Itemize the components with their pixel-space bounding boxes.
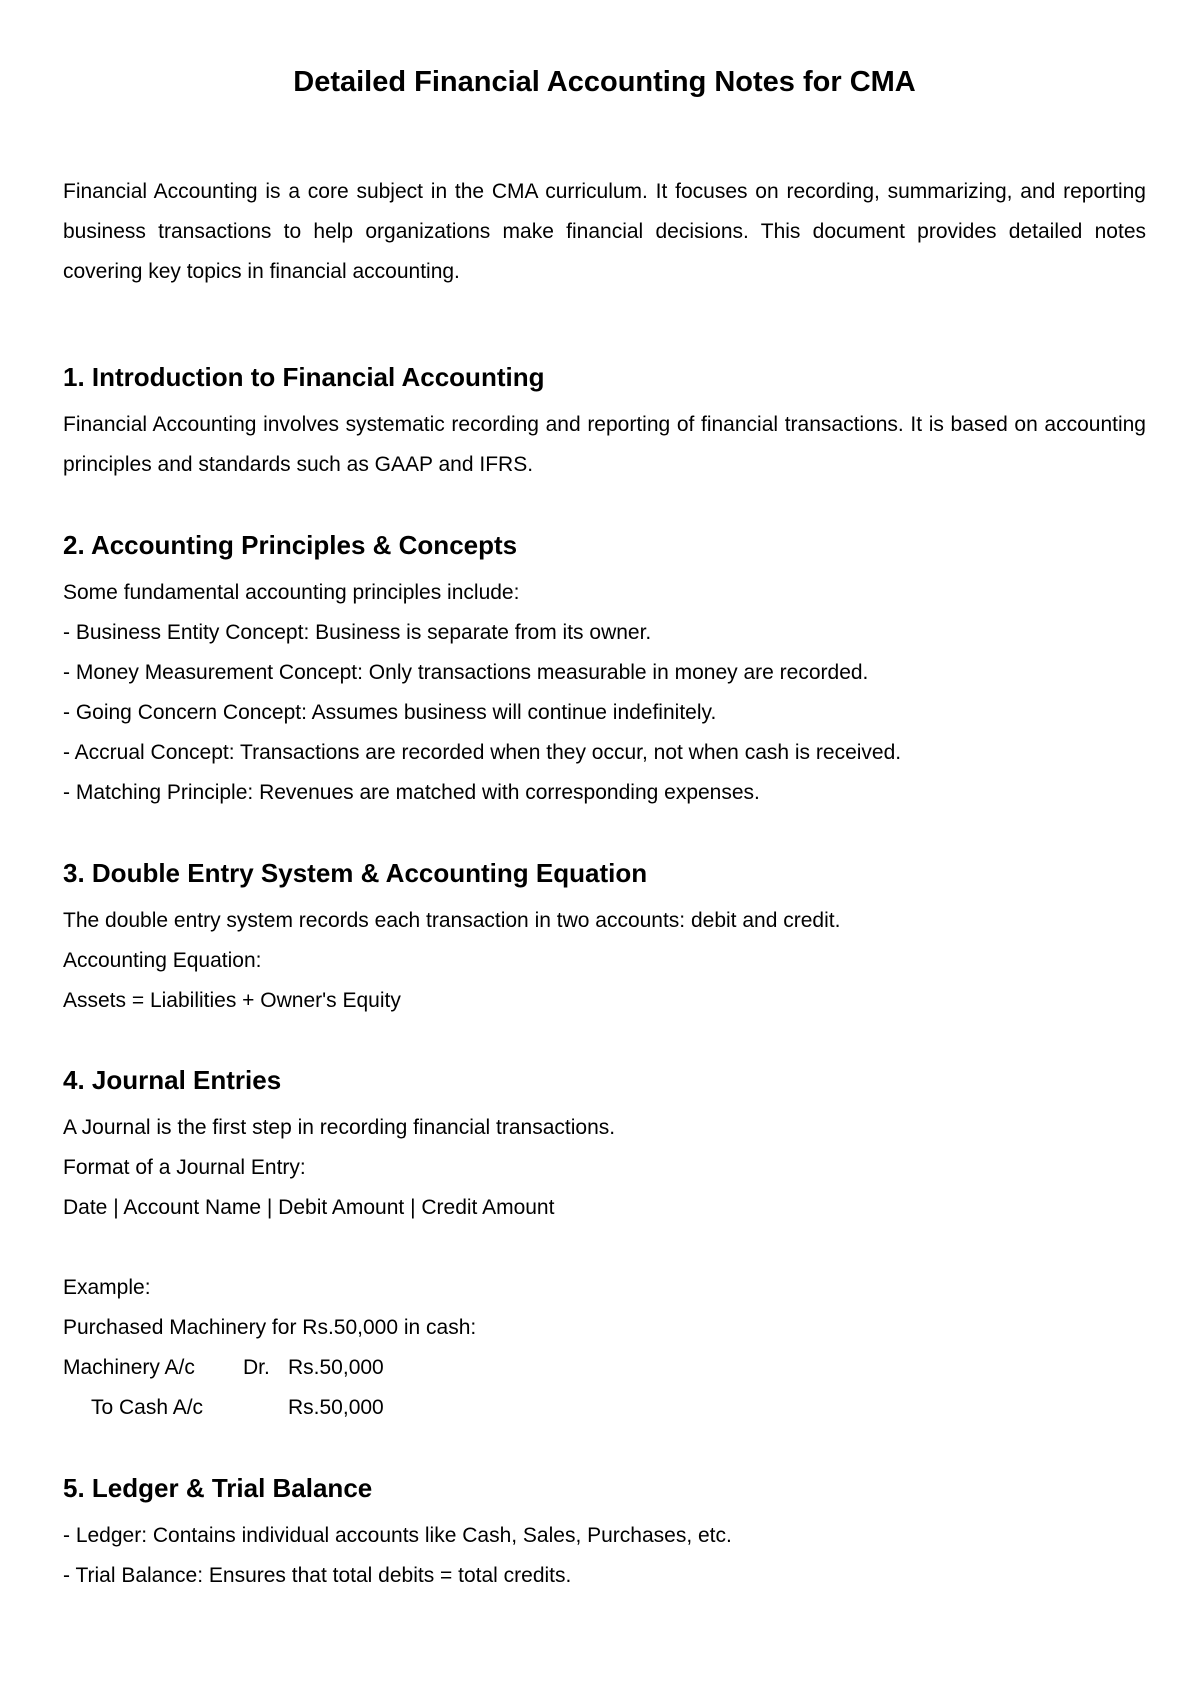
section-heading: 5. Ledger & Trial Balance <box>63 1473 373 1503</box>
list-item: - Trial Balance: Ensures that total debits = total credits. <box>63 1564 572 1587</box>
journal-credit-line <box>63 1388 1146 1428</box>
debit-account: Machinery A/c <box>63 1356 195 1379</box>
list-item: - Accrual Concept: Transactions are recorded when they occur, not when cash is received. <box>63 741 902 764</box>
text-line: The double entry system records each transaction in two accounts: debit and credit. <box>63 909 841 932</box>
accounting-equation: Assets = Liabilities + Owner's Equity <box>63 989 401 1012</box>
document-title: Detailed Financial Accounting Notes for CMA <box>293 66 916 98</box>
section-introduction <box>63 359 1146 485</box>
journal-debit-line <box>63 1348 1146 1388</box>
intro-paragraph: Financial Accounting is a core subject in the CMA curriculum. It focuses on recording, summarizing, and reporting business transactions to help organizations make financial decisions. This document provides detailed notes covering key topics in financial accounting. <box>63 180 1146 283</box>
text-line: Format of a Journal Entry: <box>63 1156 306 1179</box>
credit-account: To Cash A/c <box>91 1396 204 1419</box>
section-double-entry <box>63 855 1146 1021</box>
section-journal-entries <box>63 1062 1146 1428</box>
credit-amount: Rs.50,000 <box>288 1396 384 1419</box>
debit-marker: Dr. <box>243 1356 270 1379</box>
journal-format: Date | Account Name | Debit Amount | Credit Amount <box>63 1196 555 1219</box>
example-description: Purchased Machinery for Rs.50,000 in cash: <box>63 1316 477 1339</box>
example-label: Example: <box>63 1276 151 1299</box>
section-heading: 4. Journal Entries <box>63 1065 282 1095</box>
spacer <box>63 1228 1146 1268</box>
section-heading: 3. Double Entry System & Accounting Equation <box>63 858 648 888</box>
debit-amount: Rs.50,000 <box>288 1356 384 1379</box>
text-line: Accounting Equation: <box>63 949 262 972</box>
list-item: - Money Measurement Concept: Only transactions measurable in money are recorded. <box>63 661 869 684</box>
text-line: A Journal is the first step in recording financial transactions. <box>63 1116 616 1139</box>
list-item: - Ledger: Contains individual accounts like Cash, Sales, Purchases, etc. <box>63 1524 732 1547</box>
section-ledger <box>63 1470 1146 1596</box>
section-lead: Some fundamental accounting principles include: <box>63 581 520 604</box>
list-item: - Going Concern Concept: Assumes business will continue indefinitely. <box>63 701 717 724</box>
section-heading: 1. Introduction to Financial Accounting <box>63 362 545 392</box>
section-principles <box>63 527 1146 813</box>
section-paragraph: Financial Accounting involves systematic recording and reporting of financial transactions. It is based on accounting principles and standards such as GAAP and IFRS. <box>63 413 1146 476</box>
list-item: - Matching Principle: Revenues are matched with corresponding expenses. <box>63 781 760 804</box>
section-heading: 2. Accounting Principles & Concepts <box>63 530 518 560</box>
list-item: - Business Entity Concept: Business is separate from its owner. <box>63 621 652 644</box>
